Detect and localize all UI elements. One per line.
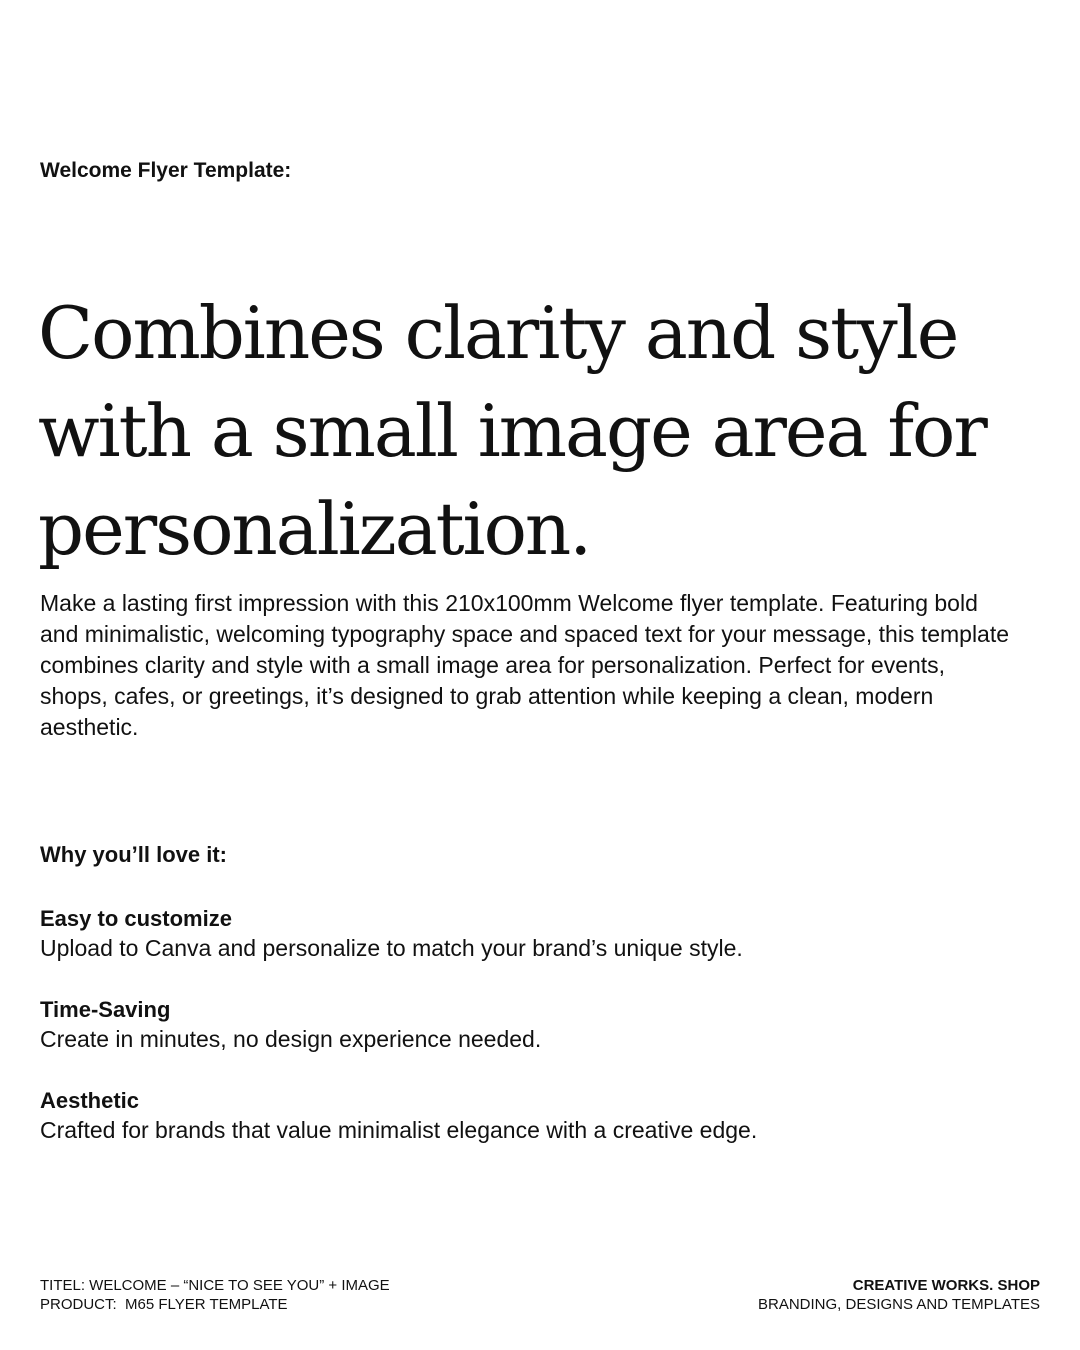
footer-product-line: PRODUCT: M65 FLYER TEMPLATE xyxy=(40,1296,288,1313)
benefit-title: Time-Saving xyxy=(40,997,171,1022)
intro-paragraph: Make a lasting first impression with this 210x100mm Welcome flyer template. Featuring bold and minimalistic, welcoming typography space and spaced text for your message, this template combines clarity and style with a small image area for personalization. Perfect for events, shops, cafes, or greetings, it’s designed to grab attention while keeping a clean, modern aesthetic. xyxy=(40,590,1010,740)
template-label: Welcome Flyer Template: xyxy=(40,159,292,182)
benefit-title: Aesthetic xyxy=(40,1088,140,1113)
footer-product-info xyxy=(40,1276,390,1314)
benefit-item-time-saving xyxy=(40,995,1040,1055)
benefit-item-aesthetic xyxy=(40,1086,1040,1146)
benefit-title: Easy to customize xyxy=(40,906,232,931)
footer-title-line: TITEL: WELCOME – “NICE TO SEE YOU” + IMAGE xyxy=(40,1277,390,1294)
benefits-heading: Why you’ll love it: xyxy=(40,842,228,867)
benefits-list xyxy=(40,904,1040,1177)
benefit-description: Upload to Canva and personalize to match your brand’s unique style. xyxy=(40,935,743,961)
brand-tagline: BRANDING, DESIGNS AND TEMPLATES xyxy=(757,1296,1040,1313)
benefit-description: Create in minutes, no design experience needed. xyxy=(40,1026,542,1052)
benefit-description: Crafted for brands that value minimalist elegance with a creative edge. xyxy=(40,1117,758,1143)
brand-name: CREATIVE WORKS. SHOP xyxy=(852,1277,1040,1294)
benefit-item-customize xyxy=(40,904,1040,964)
page-headline: Combines clarity and style with a small image area for personalization. xyxy=(38,291,986,571)
footer-brand-info xyxy=(758,1276,1040,1314)
